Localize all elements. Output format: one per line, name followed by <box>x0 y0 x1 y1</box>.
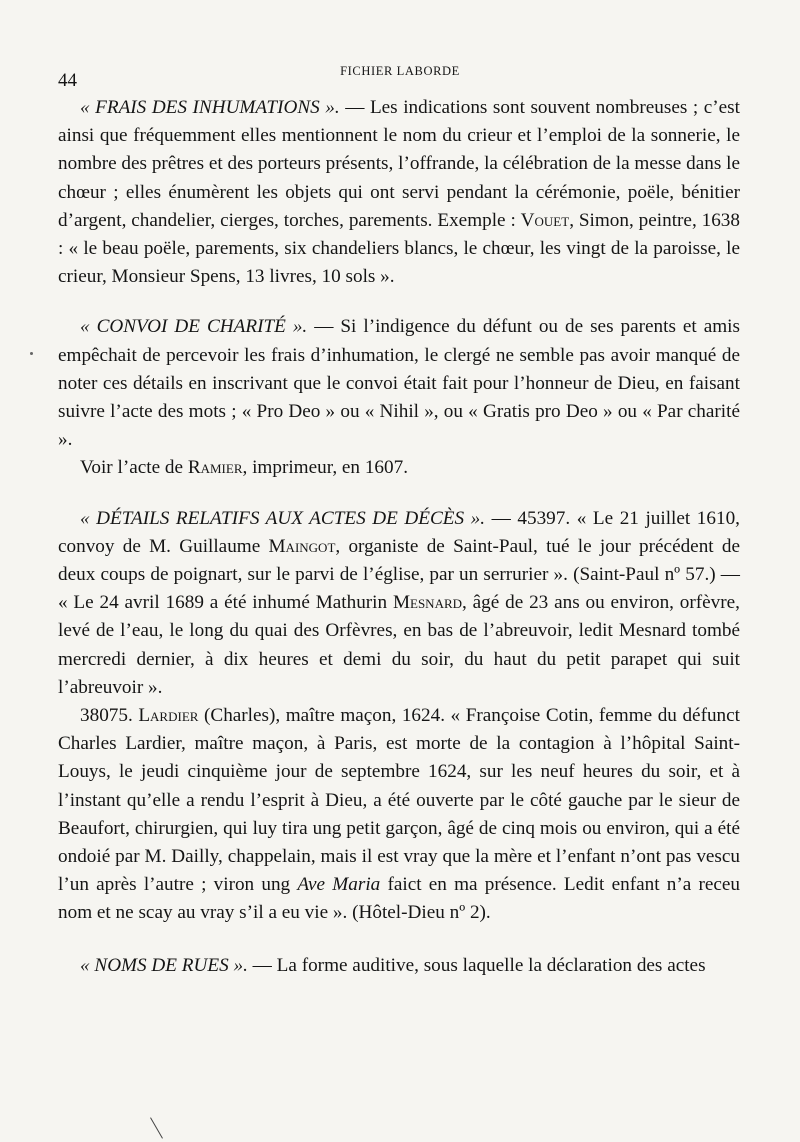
section-heading-convoi: « CONVOI DE CHARITÉ ». <box>80 316 308 338</box>
voir-suffix: , imprimeur, en 1607. <box>242 457 408 479</box>
details-name-mesnard: Mesnard <box>392 592 463 614</box>
paragraph-voir-ramier <box>58 454 740 482</box>
lardier-ave-maria: Ave Maria <box>297 874 381 896</box>
details-text-3: , âgé de 23 ans ou environ, orfèvre, levé de l’eau, le long du quai des Orfèvres, en bas de l’abreuvoir, ledit Mesnard tombé mercredi dernier, à dix heures et demi du soir, du haut du petit parapet qui suit l’abreuvoir ». <box>58 592 740 698</box>
page-number: 44 <box>58 70 77 91</box>
voir-name-ramier: Ramier <box>187 457 243 479</box>
paragraph-convoi-charite <box>58 313 740 454</box>
scan-scratch-mark <box>150 1117 163 1138</box>
lardier-number: 38075. <box>80 705 139 727</box>
section-heading-noms: « NOMS DE RUES ». <box>80 954 248 976</box>
margin-speck-mark <box>30 352 33 355</box>
details-name-maingot: Maingot <box>268 535 336 557</box>
section-heading-frais: « FRAIS DES INHUMATIONS ». <box>80 97 340 118</box>
frais-text-1: — Les indications sont souvent nombreuses ; c’est ainsi que fréquemment elles mentionnent le nom du crieur et l’emploi de la sonnerie, le nombre des prêtres et des porteurs présents, l’offrande, la célébration de la messe dans le chœur ; elles énumèrent les objets qui ont servi pendant la cérémonie, poële, bénitier d’argent, chandelier, cierges, torches, parements. Exemple : <box>58 97 740 231</box>
frais-text-2: , Simon, peintre, 1638 : « le beau poële, parements, six chandeliers blancs, le chœur, les vingt de la paroisse, le crieur, Monsieur Spens, 13 livres, 10 sols ». <box>58 209 740 288</box>
lardier-text-2: faict en ma présence. Ledit enfant n’a receu nom et ne scay au vray s’il a eu vie ». (Hôtel-Dieu nº 2). <box>58 874 740 924</box>
details-text-1: — 45397. « Le 21 juillet 1610, convoy de M. Guillaume <box>58 507 740 557</box>
lardier-text-1: (Charles), maître maçon, 1624. « Françoise Cotin, femme du défunct Charles Lardier, maître maçon, à Paris, est morte de la contagion à l’hôpital Saint-Louys, le jeudi cinquième jour de septembre 1624, sur les neuf heures du soir, et à l’instant qu’elle a rendu l’esprit à Dieu, a été ouverte par le côté gauche par le sieur de Beaufort, chirurgien, qui luy tira ung petit garçon, âgé de cinq mois ou environ, qui a été ondoié par M. Dailly, chappelain, mais il est vray que la mère et l’enfant n’ont pas vescu l’un après l’autre ; viron ung <box>58 705 740 896</box>
frais-name-vouet: Vouet <box>520 209 570 231</box>
section-heading-details: « DÉTAILS RELATIFS AUX ACTES DE DÉCÈS ». <box>80 507 486 529</box>
page-body <box>58 94 740 980</box>
paragraph-frais-inhumations <box>58 94 740 291</box>
voir-prefix: Voir l’acte de <box>80 457 188 479</box>
noms-text-1: — La forme auditive, sous laquelle la déclaration des actes <box>247 954 706 976</box>
paragraph-lardier <box>58 702 740 928</box>
paragraph-details-deces <box>58 505 740 702</box>
details-text-2: , organiste de Saint-Paul, tué le jour précédent de deux coups de poignart, sur le parvi de l’église, par un serrurier ». (Saint-Paul nº 57.) — « Le 24 avril 1689 a été inhumé Mathurin <box>58 535 740 614</box>
running-title: FICHIER LABORDE <box>340 64 460 78</box>
paragraph-noms-rues <box>58 952 740 980</box>
lardier-name: Lardier <box>138 705 199 727</box>
convoi-text-1: — Si l’indigence du défunt ou de ses parents et amis empêchait de percevoir les frais d’inhumation, le clergé ne semble pas avoir manqué de noter ces détails en inscrivant que le convoi était fait pour l’honneur de Dieu, en faisant suivre l’acte des mots ; « Pro Deo » ou « Nihil », ou « Gratis pro Deo » ou « Par charité ». <box>58 316 740 451</box>
